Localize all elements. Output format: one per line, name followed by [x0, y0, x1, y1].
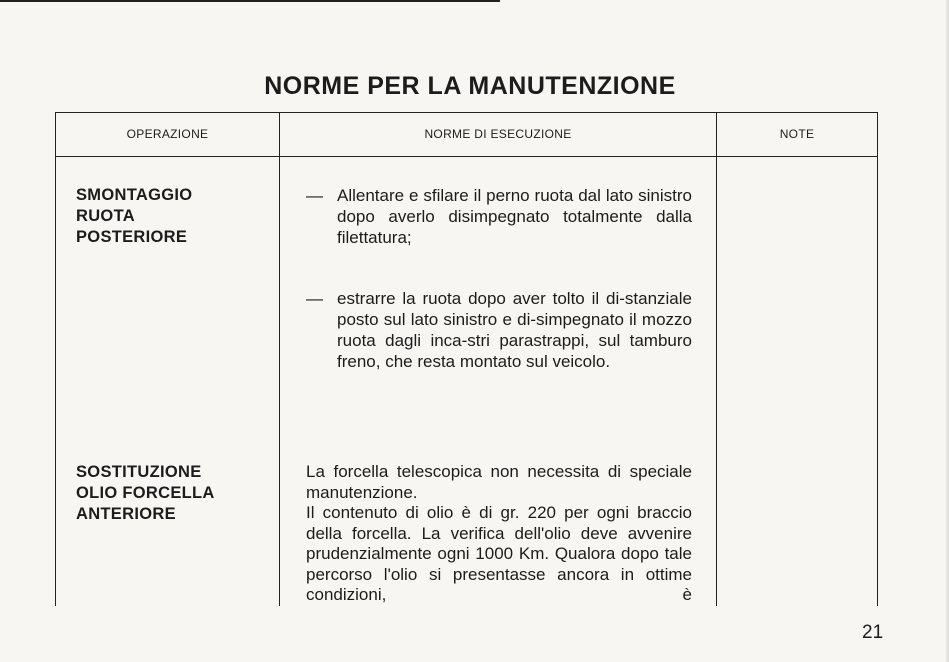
paragraph-text: La forcella telescopica non necessita di speciale manutenzione.	[306, 462, 692, 502]
paragraph-text: Il contenuto di olio è di gr. 220 per ogni braccio della forcella. La verifica dell'olio deve avvenire prudenzialmente ogni 1000 Km. Qualora dopo tale percorso l'olio si presentasse ancora in ottime condizioni, è	[306, 503, 692, 604]
top-rule	[0, 0, 500, 2]
paragraph-forcella	[306, 462, 692, 606]
operation-line: ANTERIORE	[76, 505, 176, 523]
table-header-border	[55, 156, 878, 157]
table-top-border	[55, 112, 878, 113]
operation-line: OLIO FORCELLA	[76, 484, 215, 502]
operation-smontaggio-ruota	[76, 185, 192, 248]
instruction-item	[306, 288, 692, 372]
page-edge-shadow	[945, 0, 949, 662]
operation-line: SMONTAGGIO	[76, 186, 193, 204]
header-norme: NORME DI ESECUZIONE	[424, 127, 572, 141]
dash-marker: —	[306, 289, 323, 308]
operation-line: POSTERIORE	[76, 228, 188, 246]
instruction-text: Allentare e sfilare il perno ruota dal lato sinistro dopo averlo disimpegnato totalmente dalla filettatura;	[337, 186, 692, 247]
header-note: NOTE	[779, 127, 815, 141]
table-col-divider-1	[279, 112, 280, 606]
table-right-border	[877, 112, 878, 606]
header-operazione: OPERAZIONE	[126, 127, 209, 141]
table-left-border	[55, 112, 56, 606]
dash-marker: —	[306, 186, 323, 205]
operation-line: RUOTA	[76, 207, 135, 225]
operation-sostituzione-olio	[76, 462, 215, 525]
instruction-text: estrarre la ruota dopo aver tolto il di-stanziale posto sul lato sinistro e di-simpegnato il mozzo ruota dagli inca-stri parastrappi, sul tamburo freno, che resta montato sul veicolo.	[337, 289, 692, 371]
operation-line: SOSTITUZIONE	[76, 463, 202, 481]
instruction-item	[306, 185, 692, 248]
page-number: 21	[862, 622, 884, 643]
table-col-divider-2	[716, 112, 717, 606]
page-title: NORME PER LA MANUTENZIONE	[264, 72, 676, 100]
